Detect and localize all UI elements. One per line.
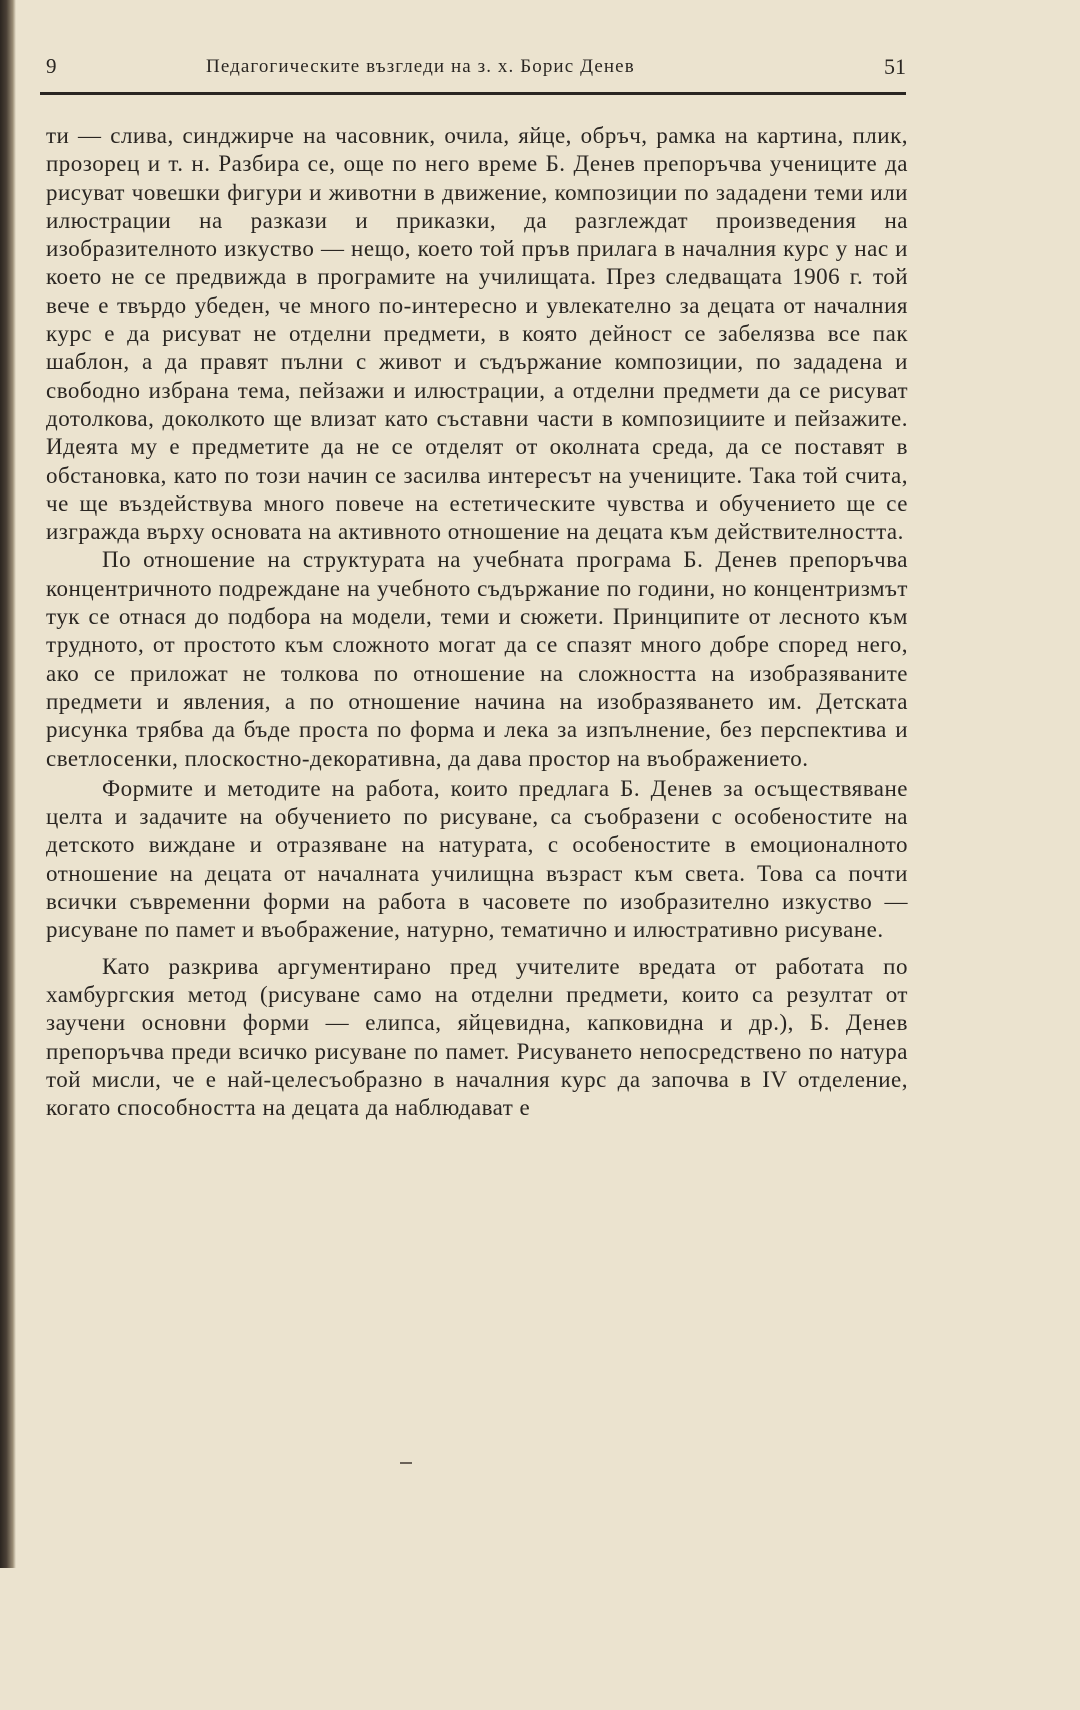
header-rule [40,92,906,95]
running-title: Педагогическите възгледи на з. х. Борис Денев [206,56,635,77]
page-number: 51 [884,54,906,79]
body-text [46,122,908,1122]
footer-mark [400,1462,412,1464]
book-spine-shadow [0,0,16,1568]
paragraph-3: Формите и методите на работа, които предлага Б. Денев за осъществяване целта и задачите на обучението по рисуване, са съобразени с особеностите на детското виждане и отразяване на натурата, с особеностите в емоционалното отношение на децата от началната училищна възраст към света. Това са почти всички съвременни форми на работа в часовете по изобразително изкуство — рисуване по памет и въображение, натурно, тематично и илюстративно рисуване. [46,775,908,943]
paragraph-4: Като разкрива аргументирано пред учителите вредата от работата по хамбургския метод (рисуване само на отделни предмети, които са резултат от заучени основни форми — елипса, яйцевидна, капковидна и др.), Б. Денев препоръчва преди всичко рисуване по памет. Рисуването непосредствено по натура той мисли, че е най-целесъобразно в началния курс да започва в IV отделение, когато способността на децата да наблюдават е [46,953,908,1121]
signature-number: 9 [46,54,57,78]
paragraph-1: ти — слива, синджирче на часовник, очила, яйце, обръч, рамка на картина, плик, прозорец и т. н. Разбира се, още по него време Б. Денев препоръчва учениците да рисуват човешки фигури и животни в движение, композиции по зададени теми или илюстрации на разкази и приказки, да разглеждат произведения на изобразителното изкуство — нещо, което той пръв прилага в началния курс у нас и което не се предвижда в програмите на училищата. През следващата 1906 г. той вече е твърдо убеден, че много по-интересно и увлекателно за децата от началния курс е да рисуват не отделни предмети, в която дейност се забелязва все пак шаблон, а да правят пълни с живот и съдържание композиции, по зададена и свободно избрана тема, пейзажи и илюстрации, а отделни предмети да се рисуват дотолкова, доколкото ще влизат като съставни части в композициите и пейзажите. Идеята му е предметите да не се отделят от околната среда, да се поставят в обстановка, като по този начин се засилва интересът на учениците. Така той счита, че ще въздействува много повече на естетическите чувства и обучението ще се изгражда върху основата на активното отношение на децата към действителността. [46,123,908,545]
page-header [46,52,906,88]
paragraph-2: По отношение на структурата на учебната програма Б. Денев препоръчва концентричното подреждане на учебното съдържание по години, но концентризмът тук се отнася до подбора на модели, теми и сюжети. Принципите от лесното към трудното, от простото към сложното могат да се спазят много добре според него, ако се приложат не толкова по отношение на сложността на изобразяваните предмети и явления, а по отношение начина на изобразяването им. Детската рисунка трябва да бъде проста по форма и лека за изпълнение, без перспектива и светлосенки, плоскостно-декоративна, да дава простор на въображението. [46,547,908,771]
